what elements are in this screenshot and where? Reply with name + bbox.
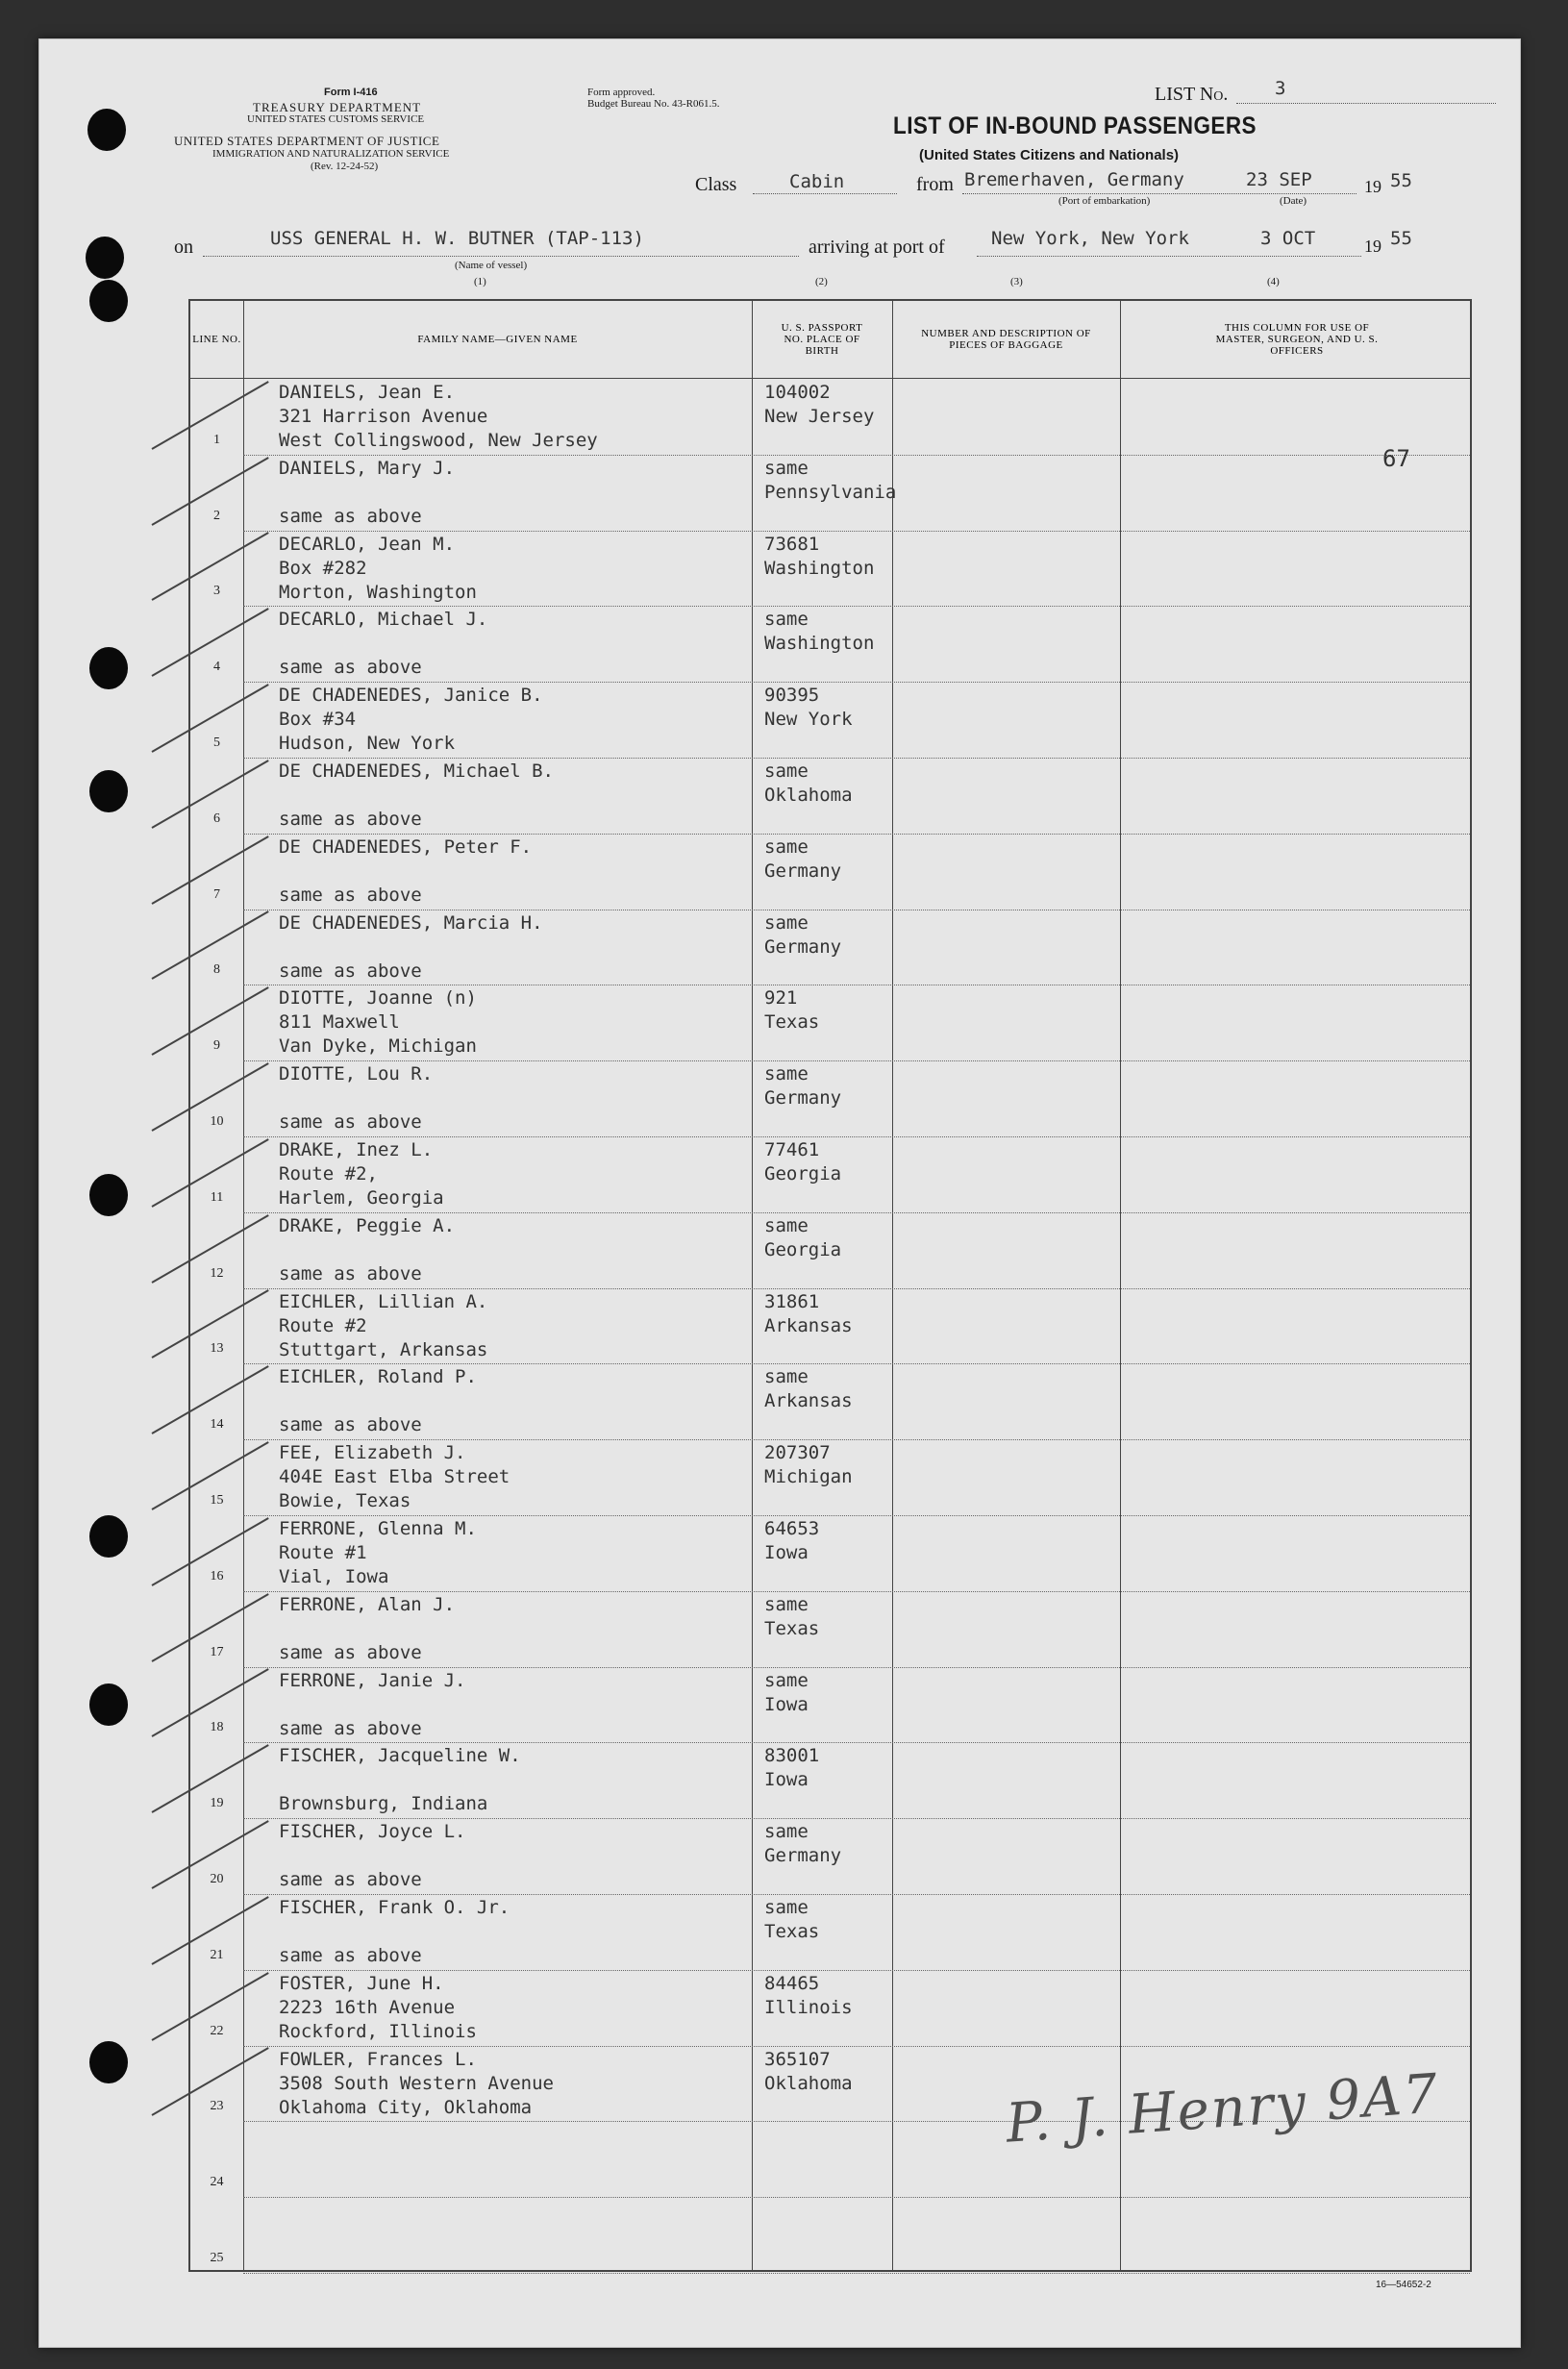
revision-date: (Rev. 12-24-52) xyxy=(311,161,379,172)
document-page xyxy=(38,38,1521,2348)
header-line-no: LINE NO. xyxy=(192,334,241,345)
table-row xyxy=(190,607,1470,683)
passport-number: same xyxy=(764,1821,809,1843)
line-number: 4 xyxy=(213,660,220,675)
table-row xyxy=(190,1440,1470,1516)
passenger-address: 3508 South Western Avenue xyxy=(279,2072,554,2094)
line-number: 5 xyxy=(213,735,220,750)
class-label: Class xyxy=(695,174,737,195)
punch-hole xyxy=(89,647,128,689)
list-label: LIST No. xyxy=(1155,84,1229,105)
table-row xyxy=(190,1895,1470,1971)
passenger-address: Oklahoma City, Oklahoma xyxy=(279,2096,533,2118)
place-of-birth: Germany xyxy=(764,1845,842,1867)
passport-number: same xyxy=(764,1593,809,1615)
passenger-name: FISCHER, Joyce L. xyxy=(279,1821,466,1843)
passport-number: 64653 xyxy=(764,1518,820,1539)
line-number: 9 xyxy=(213,1038,220,1054)
port-caption: (Port of embarkation) xyxy=(1058,195,1151,207)
table-row xyxy=(190,532,1470,608)
passport-number: 77461 xyxy=(764,1139,820,1160)
passport-number: same xyxy=(764,457,809,479)
passenger-name: DE CHADENEDES, Marcia H. xyxy=(279,911,543,934)
passenger-name: EICHLER, Roland P. xyxy=(279,1366,477,1388)
passenger-name: DE CHADENEDES, Peter F. xyxy=(279,835,533,858)
passenger-name: DECARLO, Jean M. xyxy=(279,533,456,555)
punch-hole xyxy=(89,1174,128,1216)
col-marker-2: (2) xyxy=(815,276,828,287)
table-row xyxy=(190,2198,1470,2274)
table-row xyxy=(190,683,1470,759)
table-row xyxy=(190,910,1470,986)
arrival-year: 55 xyxy=(1390,228,1412,249)
passport-number: 207307 xyxy=(764,1442,831,1464)
passport-number: 73681 xyxy=(764,533,820,555)
passenger-address: Harlem, Georgia xyxy=(279,1187,444,1209)
passenger-address: same as above xyxy=(279,1945,422,1966)
class-line xyxy=(753,193,897,194)
on-label: on xyxy=(174,237,193,258)
punch-hole xyxy=(89,2041,128,2083)
form-subtitle: (United States Citizens and Nationals) xyxy=(919,147,1180,163)
place-of-birth: Germany xyxy=(764,935,842,958)
line-number: 2 xyxy=(213,508,220,523)
table-row xyxy=(190,1364,1470,1440)
from-label: from xyxy=(916,174,954,195)
passenger-address: 811 Maxwell xyxy=(279,1011,400,1034)
treasury-dept: TREASURY DEPARTMENT xyxy=(253,100,422,114)
place-of-birth: Germany xyxy=(764,1087,842,1110)
place-of-birth: Texas xyxy=(764,1921,820,1942)
passenger-address: same as above xyxy=(279,1111,422,1134)
date-caption: (Date) xyxy=(1280,195,1307,207)
line-number: 23 xyxy=(210,2099,224,2114)
table-row xyxy=(190,1971,1470,2047)
passport-number: same xyxy=(764,1063,809,1085)
passenger-name: FERRONE, Janie J. xyxy=(279,1669,466,1691)
passenger-address: Route #2 xyxy=(279,1314,367,1336)
place-of-birth: Oklahoma xyxy=(764,785,853,806)
table-row xyxy=(190,1213,1470,1289)
passenger-name: EICHLER, Lillian A. xyxy=(279,1290,488,1312)
passenger-address: same as above xyxy=(279,1869,422,1891)
form-number: Form I-416 xyxy=(324,87,378,98)
passenger-name: FOSTER, June H. xyxy=(279,1972,444,1994)
passenger-address: same as above xyxy=(279,505,422,527)
passenger-address: 321 Harrison Avenue xyxy=(279,406,488,427)
passport-number: same xyxy=(764,1669,809,1691)
customs-service: UNITED STATES CUSTOMS SERVICE xyxy=(247,113,425,125)
passport-number: same xyxy=(764,1214,809,1236)
passenger-address: same as above xyxy=(279,657,422,679)
place-of-birth: New Jersey xyxy=(764,406,875,427)
line-number: 1 xyxy=(213,432,220,447)
place-of-birth: Michigan xyxy=(764,1466,853,1488)
col-marker-3: (3) xyxy=(1010,276,1023,287)
passenger-address: same as above xyxy=(279,884,422,906)
passenger-address: Bowie, Texas xyxy=(279,1490,411,1512)
passenger-name: FERRONE, Glenna M. xyxy=(279,1518,477,1539)
place-of-birth: Arkansas xyxy=(764,1390,853,1412)
passport-number: 84465 xyxy=(764,1972,820,1994)
line-number: 24 xyxy=(210,2175,224,2190)
passport-number: 83001 xyxy=(764,1745,820,1767)
passenger-address: same as above xyxy=(279,1414,422,1436)
place-of-birth: Germany xyxy=(764,860,842,882)
officer-note: 67 xyxy=(1382,445,1410,472)
passport-number: 90395 xyxy=(764,685,820,707)
passenger-address: Box #282 xyxy=(279,557,367,579)
header-passport: U. S. PASSPORT NO. PLACE OF BIRTH xyxy=(781,322,863,357)
passenger-address: Route #2, xyxy=(279,1163,378,1184)
year-prefix: 19 xyxy=(1364,177,1381,196)
line-number: 12 xyxy=(210,1265,224,1281)
punch-hole xyxy=(89,1683,128,1726)
embarkation-port: Bremerhaven, Germany xyxy=(964,169,1184,190)
arrival-year-prefix: 19 xyxy=(1364,237,1381,256)
passport-number: same xyxy=(764,609,809,631)
line-number: 13 xyxy=(210,1341,224,1357)
table-row xyxy=(190,835,1470,910)
line-number: 19 xyxy=(210,1796,224,1811)
passenger-address: Route #1 xyxy=(279,1542,367,1563)
ins-service: IMMIGRATION AND NATURALIZATION SERVICE xyxy=(212,148,450,160)
embarkation-date: 23 SEP xyxy=(1246,169,1312,190)
passenger-name: FISCHER, Frank O. Jr. xyxy=(279,1897,510,1918)
table-row xyxy=(190,1289,1470,1365)
passenger-name: DIOTTE, Lou R. xyxy=(279,1063,434,1085)
passenger-table xyxy=(188,299,1472,2272)
passenger-name: DANIELS, Mary J. xyxy=(279,457,456,479)
place-of-birth: Georgia xyxy=(764,1163,842,1184)
passenger-address: Stuttgart, Arkansas xyxy=(279,1338,488,1360)
officer-signature: P. J. Henry 9A7 xyxy=(1004,2062,1442,2156)
passenger-address: same as above xyxy=(279,1262,422,1284)
passenger-address: same as above xyxy=(279,960,422,982)
table-row xyxy=(190,1668,1470,1744)
header-baggage: NUMBER AND DESCRIPTION OF PIECES OF BAGGAGE xyxy=(921,328,1091,351)
embarkation-year: 55 xyxy=(1390,170,1412,191)
passport-number: 104002 xyxy=(764,382,831,403)
passenger-address: West Collingswood, New Jersey xyxy=(279,430,598,451)
punch-hole xyxy=(89,280,128,322)
vessel-line xyxy=(203,256,799,257)
list-no-line xyxy=(1236,103,1496,104)
line-number: 3 xyxy=(213,584,220,599)
passport-number: same xyxy=(764,835,809,858)
passenger-name: FERRONE, Alan J. xyxy=(279,1593,456,1615)
passenger-address: Van Dyke, Michigan xyxy=(279,1035,477,1058)
passport-number: same xyxy=(764,1366,809,1388)
list-number: 3 xyxy=(1275,78,1286,99)
line-number: 21 xyxy=(210,1947,224,1962)
line-number: 14 xyxy=(210,1417,224,1433)
line-number: 8 xyxy=(213,962,220,978)
passport-number: 31861 xyxy=(764,1290,820,1312)
table-row xyxy=(190,1516,1470,1592)
class-value: Cabin xyxy=(789,171,845,192)
punch-hole xyxy=(86,237,124,279)
line-number: 18 xyxy=(210,1720,224,1735)
passenger-address: same as above xyxy=(279,1641,422,1663)
passenger-name: DRAKE, Peggie A. xyxy=(279,1214,456,1236)
table-row xyxy=(190,456,1470,532)
passenger-name: DE CHADENEDES, Janice B. xyxy=(279,685,543,707)
line-number: 16 xyxy=(210,1568,224,1583)
passenger-address: same as above xyxy=(279,1717,422,1739)
justice-dept: UNITED STATES DEPARTMENT OF JUSTICE xyxy=(174,134,440,148)
place-of-birth: Washington xyxy=(764,633,875,655)
table-row xyxy=(190,1137,1470,1213)
row-divider xyxy=(243,2273,1470,2274)
passport-number: same xyxy=(764,1897,809,1918)
passenger-name: DECARLO, Michael J. xyxy=(279,609,488,631)
table-row xyxy=(190,1819,1470,1895)
footer-code: 16—54652-2 xyxy=(1376,2280,1431,2290)
punch-hole xyxy=(89,770,128,812)
form-title: LIST OF IN-BOUND PASSENGERS xyxy=(893,112,1257,139)
place-of-birth: Illinois xyxy=(764,1996,853,2018)
place-of-birth: Texas xyxy=(764,1617,820,1639)
line-number: 22 xyxy=(210,2023,224,2038)
passenger-name: FISCHER, Jacqueline W. xyxy=(279,1745,521,1767)
place-of-birth: Texas xyxy=(764,1011,820,1034)
passenger-address: Brownsburg, Indiana xyxy=(279,1793,488,1815)
place-of-birth: New York xyxy=(764,709,853,731)
arrival-date: 3 OCT xyxy=(1260,228,1316,249)
from-line xyxy=(962,193,1356,194)
line-number: 17 xyxy=(210,1644,224,1659)
line-number: 25 xyxy=(210,2250,224,2265)
passenger-name: DE CHADENEDES, Michael B. xyxy=(279,761,554,782)
place-of-birth: Iowa xyxy=(764,1542,809,1563)
col-marker-4: (4) xyxy=(1267,276,1280,287)
passport-number: 365107 xyxy=(764,2048,831,2070)
place-of-birth: Georgia xyxy=(764,1238,842,1260)
passenger-address: Morton, Washington xyxy=(279,581,477,603)
form-approved: Form approved. xyxy=(587,87,656,98)
passenger-name: DRAKE, Inez L. xyxy=(279,1139,434,1160)
passenger-address: Vial, Iowa xyxy=(279,1566,389,1587)
passenger-address: 2223 16th Avenue xyxy=(279,1996,456,2018)
header-officers: THIS COLUMN FOR USE OF MASTER, SURGEON, AND U. S. OFFICERS xyxy=(1215,322,1379,357)
table-row xyxy=(190,759,1470,835)
passenger-address: Box #34 xyxy=(279,709,357,731)
arriving-label: arriving at port of xyxy=(809,237,945,258)
budget-bureau: Budget Bureau No. 43-R061.5. xyxy=(587,98,720,110)
table-row xyxy=(190,1743,1470,1819)
place-of-birth: Iowa xyxy=(764,1769,809,1791)
table-row xyxy=(190,380,1470,456)
vessel-caption: (Name of vessel) xyxy=(455,260,528,271)
place-of-birth: Pennsylvania xyxy=(764,481,897,503)
line-number: 20 xyxy=(210,1871,224,1886)
passenger-address: same as above xyxy=(279,809,422,830)
passenger-address: Hudson, New York xyxy=(279,733,456,755)
table-row xyxy=(190,985,1470,1061)
punch-hole xyxy=(87,109,126,151)
arrival-line xyxy=(977,256,1361,257)
line-number: 6 xyxy=(213,810,220,826)
header-name: FAMILY NAME—GIVEN NAME xyxy=(417,334,578,345)
passenger-address: 404E East Elba Street xyxy=(279,1466,510,1488)
table-row xyxy=(190,1061,1470,1137)
passport-number: 921 xyxy=(764,987,798,1010)
passenger-name: FEE, Elizabeth J. xyxy=(279,1442,466,1464)
place-of-birth: Washington xyxy=(764,557,875,579)
passport-number: same xyxy=(764,761,809,782)
passenger-name: FOWLER, Frances L. xyxy=(279,2048,477,2070)
arrival-port: New York, New York xyxy=(991,228,1189,249)
passenger-address: Rockford, Illinois xyxy=(279,2020,477,2042)
line-number: 11 xyxy=(210,1189,224,1205)
passenger-name: DANIELS, Jean E. xyxy=(279,382,456,403)
line-number: 10 xyxy=(210,1113,224,1129)
punch-hole xyxy=(89,1515,128,1558)
col-marker-1: (1) xyxy=(474,276,486,287)
vessel-name: USS GENERAL H. W. BUTNER (TAP-113) xyxy=(270,228,644,249)
passenger-name: DIOTTE, Joanne (n) xyxy=(279,987,477,1010)
place-of-birth: Oklahoma xyxy=(764,2072,853,2094)
place-of-birth: Arkansas xyxy=(764,1314,853,1336)
table-row xyxy=(190,1592,1470,1668)
line-number: 15 xyxy=(210,1492,224,1508)
passport-number: same xyxy=(764,911,809,934)
line-number: 7 xyxy=(213,886,220,902)
place-of-birth: Iowa xyxy=(764,1693,809,1715)
